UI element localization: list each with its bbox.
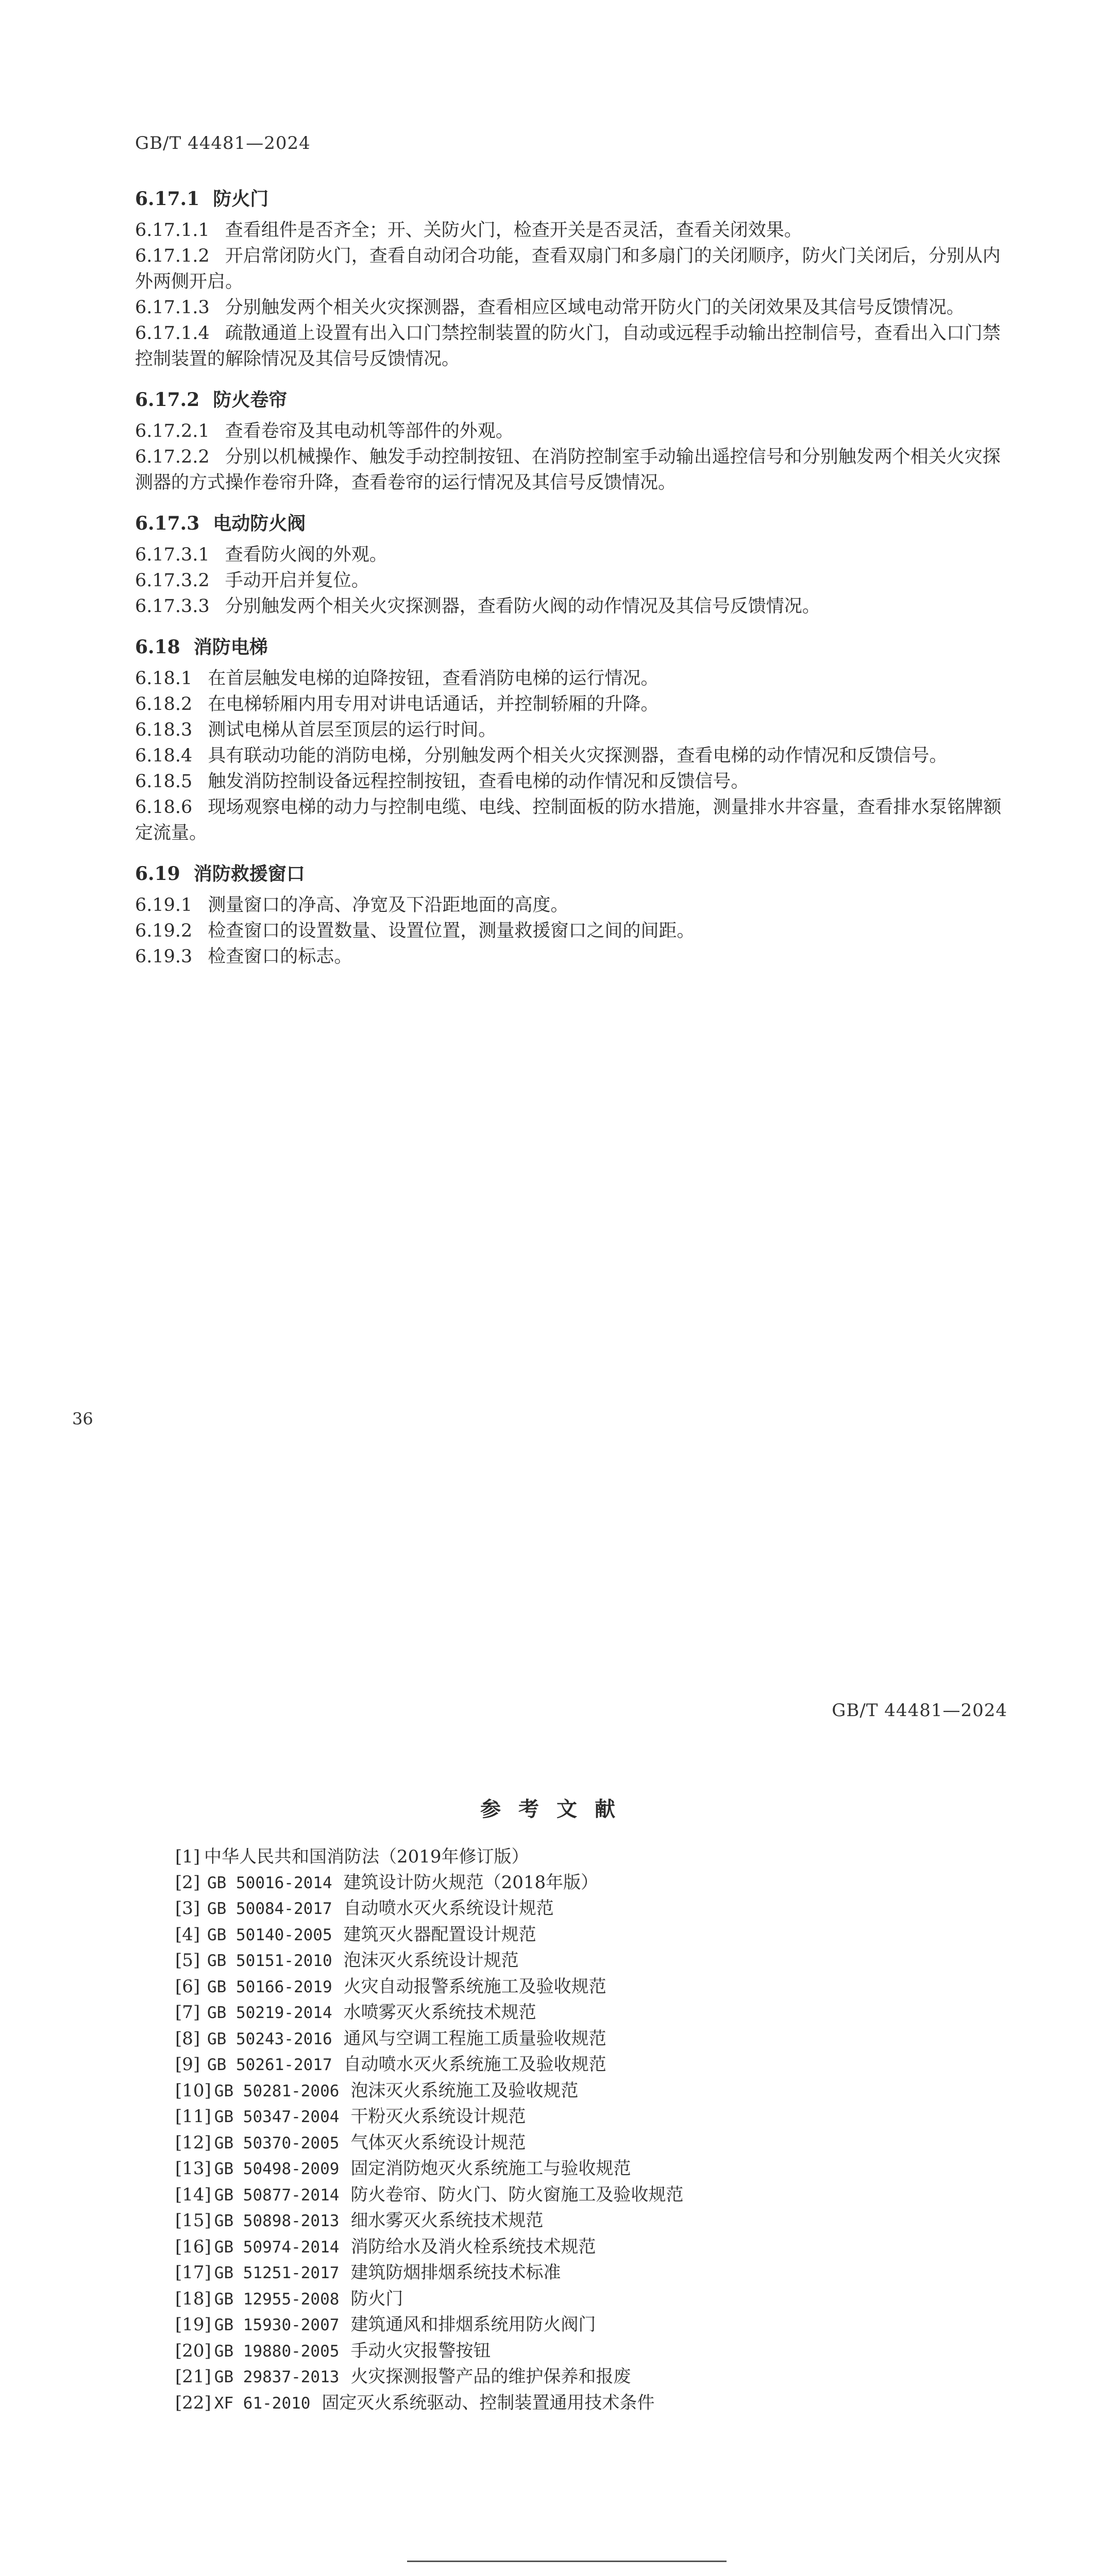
reference-code: GB 50898-2013 xyxy=(214,2212,340,2230)
clause-number: 6.17.2.1 xyxy=(135,421,210,442)
reference-title: 干粉灭火系统设计规范 xyxy=(350,2106,526,2127)
clause-number: 6.18.1 xyxy=(135,668,193,689)
reference-title: 泡沫灭火系统施工及验收规范 xyxy=(350,2080,579,2101)
clause-number: 6.17.1.1 xyxy=(135,220,210,241)
reference-title: 手动火灾报警按钮 xyxy=(350,2340,491,2361)
reference-title: 固定灭火系统驱动、控制装置通用技术条件 xyxy=(322,2392,655,2413)
reference-number: [15] xyxy=(175,2210,211,2231)
reference-code: GB 50974-2014 xyxy=(214,2238,340,2257)
clause-text: 在首层触发电梯的迫降按钮，查看消防电梯的运行情况。 xyxy=(208,668,659,689)
clause-text: 在电梯轿厢内用专用对讲电话通话，并控制轿厢的升降。 xyxy=(208,694,659,715)
clause-text: 分别以机械操作、触发手动控制按钮、在消防控制室手动输出遥控信号和分别触发两个相关火灾探测器的方式操作卷帘升降，查看卷帘的运行情况及其信号反馈情况。 xyxy=(135,447,1001,493)
reference-item xyxy=(175,1896,1000,1922)
reference-title: 火灾探测报警产品的维护保养和报废 xyxy=(350,2366,631,2387)
clause xyxy=(135,542,1011,568)
reference-item xyxy=(175,2260,1000,2286)
references-title: 参考文献 xyxy=(480,1797,633,1821)
reference-title: 通风与空调工程施工质量验收规范 xyxy=(343,2028,606,2049)
reference-item xyxy=(175,2156,1000,2182)
clause xyxy=(135,918,1011,944)
clause xyxy=(135,666,1011,691)
section-title: 电动防火阀 xyxy=(213,513,306,534)
clause xyxy=(135,594,1011,619)
clause-text: 测量窗口的净高、净宽及下沿距地面的高度。 xyxy=(208,895,569,916)
standard-header: GB/T 44481—2024 xyxy=(135,133,311,154)
reference-title: 消防给水及消火栓系统技术规范 xyxy=(350,2236,596,2257)
reference-number: [4] xyxy=(175,1924,200,1945)
clause xyxy=(135,243,1011,295)
reference-number: [8] xyxy=(175,2028,200,2049)
clause-text: 检查窗口的标志。 xyxy=(208,946,352,967)
section-title: 消防救援窗口 xyxy=(193,863,305,885)
section-title: 消防电梯 xyxy=(193,636,268,658)
clause xyxy=(135,743,1011,769)
reference-number: [11] xyxy=(175,2106,211,2127)
reference-number: [19] xyxy=(175,2314,211,2335)
clause-number: 6.18.6 xyxy=(135,797,193,818)
reference-number: [21] xyxy=(175,2366,211,2387)
clause-number: 6.17.1.2 xyxy=(135,246,210,266)
clause xyxy=(135,691,1011,717)
clause-text: 测试电梯从首层至顶层的运行时间。 xyxy=(208,720,497,740)
clause-text: 开启常闭防火门，查看自动闭合功能，查看双扇门和多扇门的关闭顺序，防火门关闭后，分别从内外两侧开启。 xyxy=(135,246,1001,292)
clause xyxy=(135,444,1011,496)
reference-code: XF 61-2010 xyxy=(214,2394,311,2413)
clause xyxy=(135,892,1011,918)
reference-code: GB 50498-2009 xyxy=(214,2160,340,2178)
section-heading xyxy=(135,635,1011,659)
reference-item xyxy=(175,2026,1000,2053)
clause-number: 6.17.2.2 xyxy=(135,447,210,467)
reference-item xyxy=(175,2078,1000,2105)
reference-number: [17] xyxy=(175,2262,211,2283)
reference-title: 水喷雾灭火系统技术规范 xyxy=(343,2002,536,2023)
reference-code: GB 50877-2014 xyxy=(214,2185,340,2205)
end-rule xyxy=(407,2561,727,2562)
reference-title: 细水雾灭火系统技术规范 xyxy=(350,2210,544,2231)
clause-number: 6.17.1.4 xyxy=(135,323,210,344)
reference-number: [20] xyxy=(175,2340,211,2361)
reference-title: 建筑设计防火规范（2018年版） xyxy=(343,1872,599,1893)
clause xyxy=(135,568,1011,594)
clause-text: 查看防火阀的外观。 xyxy=(225,545,387,565)
clause-number: 6.19.1 xyxy=(135,895,193,916)
reference-item xyxy=(175,1922,1000,1948)
clause-number: 6.18.5 xyxy=(135,771,193,792)
reference-number: [18] xyxy=(175,2288,211,2309)
section-title: 防火门 xyxy=(213,188,269,210)
reference-number: [5] xyxy=(175,1950,200,1971)
reference-number: [13] xyxy=(175,2158,211,2179)
clause-number: 6.17.1.3 xyxy=(135,297,210,318)
section-number: 6.17.3 xyxy=(135,513,200,534)
reference-code: GB 50084-2017 xyxy=(207,1900,332,1918)
reference-number: [2] xyxy=(175,1872,200,1893)
section-number: 6.17.1 xyxy=(135,188,200,210)
clause-number: 6.18.4 xyxy=(135,745,193,766)
reference-title: 泡沫灭火系统设计规范 xyxy=(343,1950,519,1971)
reference-number: [1] xyxy=(175,1846,200,1867)
reference-code: GB 50347-2004 xyxy=(214,2108,340,2126)
clause xyxy=(135,295,1011,320)
clause-text: 分别触发两个相关火灾探测器，查看相应区域电动常开防火门的关闭效果及其信号反馈情况。 xyxy=(225,297,965,318)
clause-text: 查看卷帘及其电动机等部件的外观。 xyxy=(225,421,514,442)
reference-number: [6] xyxy=(175,1976,200,1997)
section-number: 6.18 xyxy=(135,636,180,658)
reference-number: [10] xyxy=(175,2080,211,2101)
reference-item xyxy=(175,1844,1000,1870)
clause-number: 6.18.2 xyxy=(135,694,193,715)
section-heading xyxy=(135,861,1011,886)
reference-item xyxy=(175,2286,1000,2313)
clause xyxy=(135,794,1011,846)
section-number: 6.17.2 xyxy=(135,389,200,411)
reference-title: 防火门 xyxy=(350,2288,403,2309)
clause-number: 6.17.3.3 xyxy=(135,596,210,617)
reference-title: 自动喷水灭火系统施工及验收规范 xyxy=(343,2054,606,2075)
reference-code: GB 50370-2005 xyxy=(214,2133,340,2153)
clause-text: 具有联动功能的消防电梯，分别触发两个相关火灾探测器，查看电梯的动作情况和反馈信号。 xyxy=(208,745,948,766)
reference-code: GB 12955-2008 xyxy=(214,2290,340,2309)
reference-code: GB 51251-2017 xyxy=(214,2264,340,2282)
clause-number: 6.17.3.2 xyxy=(135,570,210,591)
reference-number: [9] xyxy=(175,2054,200,2075)
section-heading xyxy=(135,187,1011,211)
reference-item xyxy=(175,1974,1000,2001)
reference-title: 气体灭火系统设计规范 xyxy=(350,2132,526,2153)
body-text xyxy=(135,175,1011,970)
clause-number: 6.17.3.1 xyxy=(135,545,210,565)
reference-code: GB 50140-2005 xyxy=(207,1925,332,1944)
reference-item xyxy=(175,2130,1000,2157)
section-heading xyxy=(135,387,1011,412)
reference-code: GB 50243-2016 xyxy=(207,2029,332,2048)
clause xyxy=(135,944,1011,970)
clause-text: 检查窗口的设置数量、设置位置，测量救援窗口之间的间距。 xyxy=(208,921,695,941)
reference-title: 中华人民共和国消防法（2019年修订版） xyxy=(204,1846,529,1867)
clause xyxy=(135,320,1011,372)
reference-title: 建筑通风和排烟系统用防火阀门 xyxy=(350,2314,596,2335)
clause-number: 6.19.3 xyxy=(135,946,193,967)
reference-code: GB 50166-2019 xyxy=(207,1977,332,1996)
reference-title: 固定消防炮灭火系统施工与验收规范 xyxy=(350,2158,631,2179)
reference-code: GB 29837-2013 xyxy=(214,2368,340,2386)
clause-number: 6.19.2 xyxy=(135,921,193,941)
reference-code: GB 50281-2006 xyxy=(214,2081,340,2100)
reference-code: GB 50261-2017 xyxy=(207,2056,332,2074)
reference-title: 防火卷帘、防火门、防火窗施工及验收规范 xyxy=(350,2184,684,2205)
clause-number: 6.18.3 xyxy=(135,720,193,740)
reference-item xyxy=(175,1948,1000,1974)
clause-text: 触发消防控制设备远程控制按钮，查看电梯的动作情况和反馈信号。 xyxy=(208,771,749,792)
reference-title: 自动喷水灭火系统设计规范 xyxy=(343,1898,554,1919)
section-title: 防火卷帘 xyxy=(213,389,288,411)
reference-item xyxy=(175,2312,1000,2338)
reference-title: 建筑灭火器配置设计规范 xyxy=(343,1924,536,1945)
clause xyxy=(135,769,1011,794)
clause xyxy=(135,717,1011,743)
clause xyxy=(135,217,1011,243)
page-37 xyxy=(0,1669,1113,2576)
reference-code: GB 50151-2010 xyxy=(207,1952,332,1970)
reference-item xyxy=(175,2104,1000,2130)
reference-item xyxy=(175,1870,1000,1896)
reference-title: 火灾自动报警系统施工及验收规范 xyxy=(343,1976,606,1997)
references-list xyxy=(175,1844,1000,2416)
reference-item xyxy=(175,2338,1000,2365)
reference-title: 建筑防烟排烟系统技术标准 xyxy=(350,2262,561,2283)
reference-number: [22] xyxy=(175,2392,211,2413)
clause-text: 现场观察电梯的动力与控制电缆、电线、控制面板的防水措施，测量排水井容量，查看排水泵铭牌额定流量。 xyxy=(135,797,1002,843)
reference-code: GB 19880-2005 xyxy=(214,2342,340,2361)
reference-number: [7] xyxy=(175,2002,200,2023)
page-number: 36 xyxy=(72,1409,93,1429)
reference-number: [16] xyxy=(175,2236,211,2257)
reference-number: [14] xyxy=(175,2184,211,2205)
reference-number: [12] xyxy=(175,2132,211,2153)
reference-code: GB 15930-2007 xyxy=(214,2316,340,2334)
reference-item xyxy=(175,2234,1000,2261)
clause-text: 查看组件是否齐全；开、关防火门，检查开关是否灵活，查看关闭效果。 xyxy=(225,220,802,241)
clause xyxy=(135,418,1011,444)
clause-text: 手动开启并复位。 xyxy=(225,570,369,591)
clause-text: 疏散通道上设置有出入口门禁控制装置的防火门，自动或远程手动输出控制信号，查看出入口门禁控制装置的解除情况及其信号反馈情况。 xyxy=(135,323,1001,369)
reference-item xyxy=(175,2182,1000,2209)
reference-code: GB 50219-2014 xyxy=(207,2004,332,2022)
reference-item xyxy=(175,2000,1000,2026)
reference-number: [3] xyxy=(175,1898,200,1919)
section-number: 6.19 xyxy=(135,863,180,885)
reference-item xyxy=(175,2208,1000,2234)
reference-item xyxy=(175,2052,1000,2078)
reference-code: GB 50016-2014 xyxy=(207,1873,332,1892)
clause-text: 分别触发两个相关火灾探测器，查看防火阀的动作情况及其信号反馈情况。 xyxy=(225,596,820,617)
reference-item xyxy=(175,2364,1000,2391)
section-heading xyxy=(135,511,1011,536)
standard-header: GB/T 44481—2024 xyxy=(832,1700,1007,1721)
reference-item xyxy=(175,2391,1000,2417)
